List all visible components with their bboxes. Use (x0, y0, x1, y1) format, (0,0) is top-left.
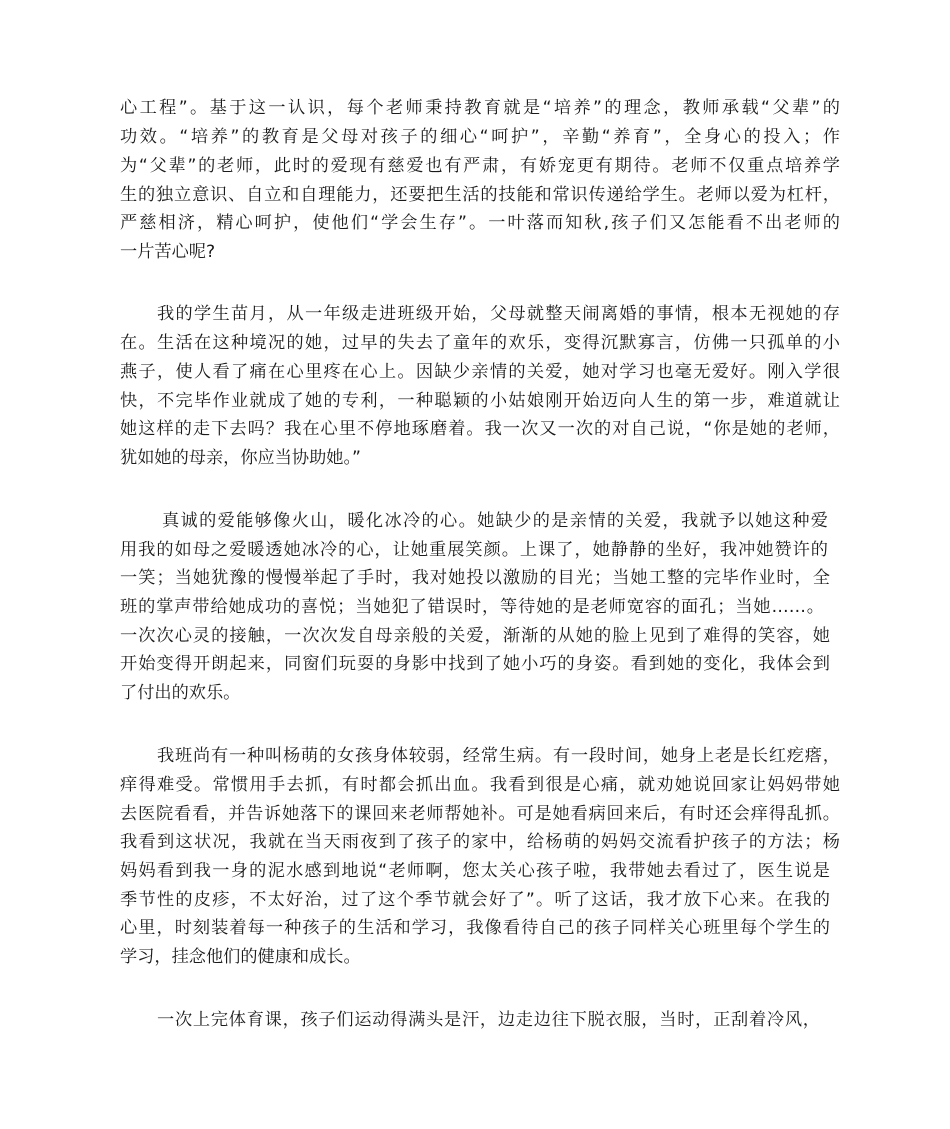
text-line: 用我的如母之爱暖透她冰冷的心，让她重展笑颜。上课了，她静静的坐好，我冲她赞许的 (120, 540, 828, 560)
text-line: 我班尚有一种叫杨萌的女孩身体较弱，经常生病。有一段时间，她身上老是长红疙瘩， (157, 746, 840, 766)
text-line: 她这样的走下去吗？我在心里不停地琢磨着。我一次又一次的对自己说，“你是她的老师， (120, 419, 840, 439)
text-line: 我的学生苗月，从一年级走进班级开始，父母就整天闹离婚的事情，根本无视她的存 (157, 304, 840, 324)
text-line: 生的独立意识、自立和自理能力，还要把生活的技能和常识传递给学生。老师以爱为杠杆， (120, 185, 840, 205)
text-line: 燕子，使人看了痛在心里疼在心上。因缺少亲情的关爱，她对学习也毫无爱好。刚入学很 (120, 362, 840, 382)
text-line: 季节性的皮疹，不太好治，过了这个季节就会好了”。听了这话，我才放下心来。在我的 (120, 890, 830, 910)
text-line: 开始变得开朗起来，同窗们玩耍的身影中找到了她小巧的身姿。看到她的变化，我体会到 (120, 654, 830, 674)
text-line: 一片苦心呢? (120, 242, 216, 262)
text-line: 一笑；当她犹豫的慢慢举起了手时，我对她投以激励的目光；当她工整的完毕作业时，全 (120, 568, 830, 588)
text-line: 了付出的欢乐。 (120, 683, 241, 703)
text-line: 快，不完毕作业就成了她的专利，一种聪颖的小姑娘刚开始迈向人生的第一步，难道就让 (120, 391, 840, 411)
text-line: 痒得难受。常惯用手去抓，有时都会抓出血。我看到很是心痛，就劝她说回家让妈妈带她 (120, 775, 840, 795)
text-line: 在。生活在这种境况的她，过早的失去了童年的欢乐，变得沉默寡言，仿佛一只孤单的小 (120, 333, 840, 353)
text-line: 一次上完体育课，孩子们运动得满头是汗，边走边往下脱衣服，当时，正刮着冷风， (157, 1010, 820, 1030)
text-line: 为“父辈”的老师，此时的爱现有慈爱也有严肃，有娇宠更有期待。老师不仅重点培养学 (120, 156, 840, 176)
text-line: 我看到这状况，我就在当天雨夜到了孩子的家中，给杨萌的妈妈交流看护孩子的方法；杨 (120, 832, 840, 852)
text-line: 心工程”。基于这一认识，每个老师秉持教育就是“培养”的理念，教师承载“父辈”的 (120, 98, 840, 118)
text-line: 犹如她的母亲，你应当协助她。” (120, 448, 361, 468)
text-line: 真诚的爱能够像火山，暖化冰冷的心。她缺少的是亲情的关爱，我就予以她这种爱 (162, 511, 828, 531)
text-line: 妈妈看到我一身的泥水感到地说“老师啊，您太关心孩子啦，我带她去看过了，医生说是 (120, 861, 830, 881)
text-line: 一次次心灵的接触，一次次发自母亲般的关爱，渐渐的从她的脸上见到了难得的笑容，她 (120, 626, 830, 646)
text-line: 严慈相济，精心呵护，使他们“学会生存”。一叶落而知秋,孩子们又怎能看不出老师的 (120, 213, 840, 233)
text-line: 去医院看看，并告诉她落下的课回来老师帮她补。可是她看病回来后，有时还会痒得乱抓。 (120, 804, 840, 824)
text-line: 功效。“培养”的教育是父母对孩子的细心“呵护”，辛勤“养育”，全身心的投入；作 (120, 127, 840, 147)
text-line: 学习，挂念他们的健康和成长。 (120, 947, 361, 967)
text-line: 心里，时刻装着每一种孩子的生活和学习，我像看待自己的孩子同样关心班里每个学生的 (120, 918, 830, 938)
text-line: 班的掌声带给她成功的喜悦；当她犯了错误时，等待她的是老师宽容的面孔；当她……。 (120, 597, 824, 617)
